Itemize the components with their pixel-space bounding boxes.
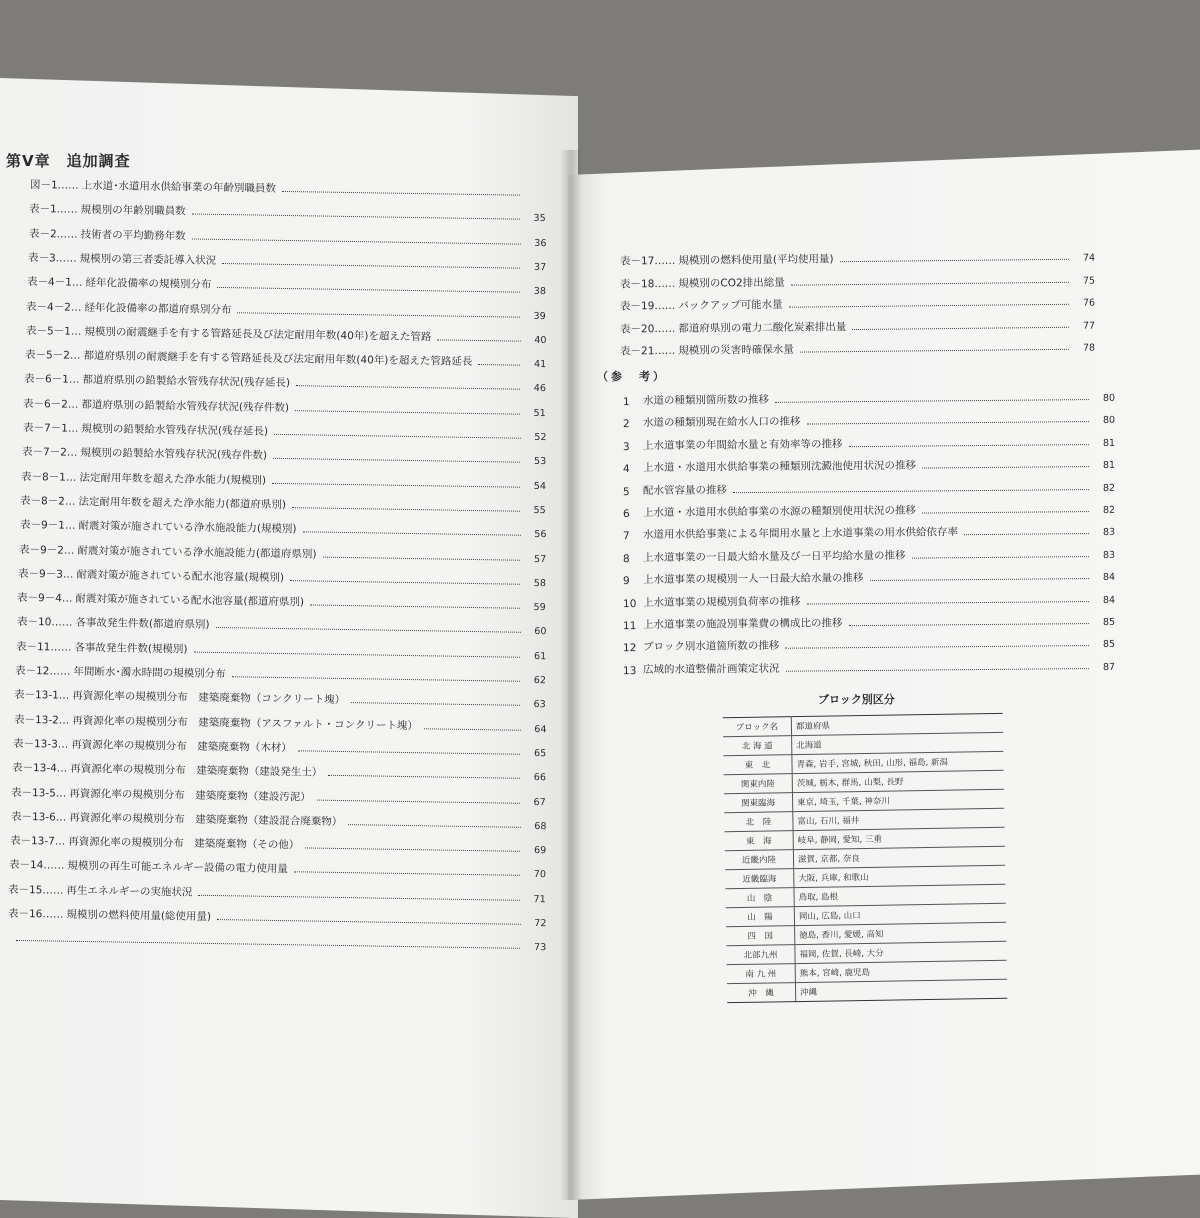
entry-title: 法定耐用年数を超えた浄水能力(規模別)	[76, 469, 266, 487]
entry-title: 規模別の再生可能エネルギー設備の電力使用量	[64, 858, 288, 877]
entry-title: 耐震対策が施されている浄水施設能力(規模別)	[75, 518, 296, 536]
entry-code: 6	[623, 508, 643, 520]
block-name: 関東内陸	[724, 774, 793, 794]
entry-title: 再資源化率の規模別分布 建築廃棄物（木材）	[68, 737, 292, 756]
block-prefectures: 岡山, 広島, 山口	[794, 903, 1006, 925]
entry-page-number: 73	[524, 942, 546, 953]
entry-title: 規模別の第三者委託導入状況	[76, 251, 216, 268]
entry-code: 5	[623, 486, 643, 498]
entry-title: 上水道事業の一日最大給水量及び一日平均給水量の推移	[643, 547, 906, 564]
entry-code: 表－4－2…	[26, 298, 82, 314]
block-name: 東 北	[723, 755, 792, 775]
entry-title: 再生エネルギーの実施状況	[64, 882, 193, 899]
chapter-title: 第V章 追加調査	[6, 150, 131, 171]
entry-page-number: 81	[1093, 438, 1115, 449]
block-prefectures: 滋賀, 京都, 奈良	[793, 846, 1005, 868]
leader-dots	[351, 702, 520, 706]
entry-page-number: 54	[524, 480, 546, 491]
entry-code: 表－13-7…	[10, 833, 66, 849]
entry-page-number: 69	[524, 845, 546, 856]
entry-code: 表－9－1…	[19, 517, 75, 533]
entry-code: 表－13-6…	[10, 809, 66, 825]
entry-title: 水道用水供給事業による年間用水量と上水道事業の用水供給依存率	[643, 525, 958, 543]
leader-dots	[849, 444, 1089, 447]
entry-code: 表－16……	[7, 906, 63, 922]
entry-code: 3	[623, 441, 643, 453]
entry-code: 表－14……	[9, 857, 65, 873]
entry-code: 表－10……	[16, 614, 72, 630]
leader-dots	[800, 349, 1069, 353]
leader-dots	[193, 651, 520, 657]
entry-title: 都道府県別の鉛製給水管残存状況(残存延長)	[79, 372, 290, 390]
entry-page-number: 39	[524, 310, 546, 321]
leader-dots	[423, 728, 519, 731]
entry-title: 耐震対策が施されている浄水施設能力(都道府県別)	[74, 542, 316, 561]
leader-dots	[232, 676, 520, 682]
leader-dots	[733, 489, 1089, 493]
block-prefectures: 沖縄	[795, 979, 1007, 1001]
block-prefectures: 岐阜, 静岡, 愛知, 三重	[793, 827, 1005, 849]
leader-dots	[292, 507, 520, 512]
entry-page-number: 46	[524, 383, 546, 394]
entry-title: ブロック別水道箇所数の推移	[643, 638, 779, 654]
leader-dots	[305, 848, 520, 852]
entry-title: 再資源化率の規模別分布 建築廃棄物（その他）	[65, 834, 299, 853]
entry-page-number: 66	[524, 772, 546, 783]
leader-dots	[789, 304, 1069, 308]
entry-page-number: 78	[1073, 343, 1095, 354]
entry-title: 水道の種類別現在給水人口の推移	[643, 414, 801, 430]
entry-page-number: 82	[1093, 505, 1115, 516]
entry-page-number: 75	[1073, 275, 1095, 286]
entry-page-number: 82	[1093, 482, 1115, 493]
entry-page-number: 70	[524, 869, 546, 880]
block-name: 近畿臨海	[725, 869, 794, 889]
entry-code: 表－6－2…	[23, 396, 79, 412]
entry-title: 水道の種類別箇所数の推移	[643, 392, 769, 408]
entry-page-number: 59	[524, 602, 546, 613]
entry-page-number: 40	[524, 335, 546, 346]
entry-title: 技術者の平均勤務年数	[77, 226, 185, 243]
entry-page-number: 81	[1093, 460, 1115, 471]
leader-dots	[215, 627, 520, 633]
entry-title: 規模別の燃料使用量(総使用量)	[63, 907, 211, 924]
block-table-title: ブロック別区分	[818, 691, 895, 707]
entry-page-number: 67	[524, 796, 546, 807]
entry-page-number: 87	[1093, 662, 1115, 673]
entry-title: 上水道･水道用水供給事業の年齢別職員数	[79, 178, 276, 196]
entry-page-number: 63	[524, 699, 546, 710]
entry-page-number: 84	[1093, 572, 1115, 583]
block-prefectures: 富山, 石川, 福井	[793, 808, 1005, 830]
entry-title: 経年化設備率の規模別分布	[82, 275, 211, 292]
leader-dots	[199, 894, 520, 900]
entry-page-number: 37	[524, 262, 546, 273]
leader-dots	[317, 799, 520, 803]
entry-title: 規模別の災害時確保水量	[675, 342, 794, 358]
entry-code: 12	[623, 642, 643, 654]
leader-dots	[238, 312, 520, 317]
entry-page-number: 62	[524, 675, 546, 686]
block-name: 沖 縄	[727, 983, 796, 1003]
entry-title: 再資源化率の規模別分布 建築廃棄物（建設汚泥）	[66, 785, 311, 804]
leader-dots	[298, 750, 520, 754]
block-name: 南 九 州	[727, 964, 796, 984]
leader-dots	[191, 238, 520, 244]
leader-dots	[302, 531, 520, 535]
book-spine	[560, 150, 582, 1200]
leader-dots	[290, 580, 520, 585]
entry-page-number: 52	[524, 432, 546, 443]
entry-page-number: 85	[1093, 617, 1115, 628]
leader-dots	[478, 364, 520, 366]
leader-dots	[852, 326, 1069, 329]
block-prefectures: 北海道	[792, 732, 1004, 754]
leader-dots	[274, 434, 520, 439]
leader-dots	[192, 214, 520, 220]
entry-title: 規模別の耐震継手を有する管路延長及び法定耐用年数(40年)を超えた管路	[81, 324, 431, 344]
entry-code: 2	[623, 418, 643, 430]
entry-title: バックアップ可能水量	[675, 297, 782, 313]
leader-dots	[786, 668, 1089, 672]
leader-dots	[328, 775, 520, 779]
leader-dots	[310, 605, 520, 609]
entry-code: 表－12……	[15, 663, 71, 679]
block-prefectures: 熊本, 宮崎, 鹿児島	[795, 960, 1007, 982]
entry-title: 法定耐用年数を超えた浄水能力(都道府県別)	[76, 494, 287, 512]
block-prefectures: 大阪, 兵庫, 和歌山	[794, 865, 1006, 887]
entry-title: 上水道事業の規模別一人一日最大給水量の推移	[643, 570, 864, 587]
entry-title: 都道府県別の鉛製給水管残存状況(残存件数)	[79, 396, 290, 414]
entry-title: 規模別の燃料使用量(平均使用量)	[675, 251, 833, 268]
entry-code: 表－1……	[29, 201, 78, 217]
entry-code: 表－21……	[620, 343, 676, 359]
entry-title: 再資源化率の規模別分布 建築廃棄物（建設発生土）	[67, 761, 322, 780]
leader-dots	[217, 919, 520, 925]
entry-page-number: 80	[1093, 415, 1115, 426]
entry-page-number: 77	[1073, 320, 1095, 331]
block-name: 山 陰	[725, 888, 794, 908]
entry-title: 経年化設備率の都道府県別分布	[82, 299, 232, 316]
entry-page-number: 51	[524, 407, 546, 418]
entry-page-number: 72	[524, 918, 546, 929]
entry-title: 上水道・水道用水供給事業の水源の種類別使用状況の推移	[643, 503, 916, 520]
entry-title: 上水道事業の施設別事業費の構成比の推移	[643, 615, 843, 632]
entry-page-number: 36	[524, 237, 546, 248]
leader-dots	[912, 556, 1090, 559]
entry-code: 11	[623, 620, 643, 632]
leader-dots	[922, 511, 1089, 513]
block-name: 山 陽	[726, 907, 795, 927]
entry-code: 表－9－4…	[17, 590, 73, 606]
entry-code: 表－7－1…	[22, 420, 78, 436]
entry-code: 表－3……	[28, 250, 77, 266]
leader-dots	[322, 556, 520, 560]
entry-page-number: 56	[524, 529, 546, 540]
leader-dots	[840, 259, 1069, 262]
block-name: 東 海	[725, 831, 794, 851]
block-name: 四 国	[726, 926, 795, 946]
entry-code: 表－17……	[620, 253, 676, 269]
entry-page-number: 85	[1093, 639, 1115, 650]
entry-page-number: 76	[1073, 298, 1095, 309]
entry-title: 都道府県別の耐震継手を有する管路延長及び法定耐用年数(40年)を超えた管路延長	[80, 348, 472, 369]
leader-dots	[437, 339, 520, 341]
block-name: 北 海 道	[723, 736, 792, 756]
entry-code: 図－1……	[30, 177, 79, 193]
entry-code: 表－13-2…	[13, 711, 69, 727]
leader-dots	[282, 191, 520, 196]
leader-dots	[785, 645, 1089, 649]
entry-code: 表－4－1…	[27, 274, 83, 290]
block-name: 近畿内陸	[725, 850, 794, 870]
entry-code: 表－18……	[620, 275, 676, 291]
entry-code: 表－7－2…	[22, 444, 78, 460]
entry-title: 都道府県別の電力二酸化炭素排出量	[675, 319, 846, 336]
entry-page-number: 61	[524, 651, 546, 662]
entry-title: 規模別のCO2排出総量	[675, 274, 784, 290]
entry-code: 10	[623, 598, 643, 610]
entry-page-number: 84	[1093, 594, 1115, 605]
block-name: 北 陸	[724, 812, 793, 832]
entry-code: 9	[623, 575, 643, 587]
leader-dots	[222, 263, 520, 269]
entry-code: 4	[623, 463, 643, 475]
block-prefectures: 茨城, 栃木, 群馬, 山梨, 長野	[792, 770, 1004, 792]
block-division-table	[723, 713, 1007, 1003]
leader-dots	[964, 533, 1089, 535]
entry-page-number: 38	[524, 286, 546, 297]
block-name: 北部九州	[726, 945, 795, 965]
entry-code: 表－13-3…	[13, 736, 69, 752]
entry-code: 表－2……	[28, 226, 77, 242]
entry-code: 表－9－3…	[18, 566, 74, 582]
entry-page-number: 41	[524, 359, 546, 370]
entry-page-number: 58	[524, 578, 546, 589]
entry-page-number: 68	[524, 821, 546, 832]
entry-code: 表－6－1…	[24, 371, 80, 387]
entry-code: 表－8－1…	[21, 468, 77, 484]
entry-title: 年間断水･濁水時間の規模別分布	[70, 664, 225, 681]
entry-code: 表－13-5…	[11, 784, 67, 800]
entry-code: 表－5－1…	[25, 323, 81, 339]
block-table-row	[727, 979, 1007, 1002]
leader-dots	[775, 399, 1089, 403]
entry-title: 規模別の鉛製給水管残存状況(残存件数)	[77, 445, 267, 463]
block-prefectures: 青森, 岩手, 宮城, 秋田, 山形, 福島, 新潟	[792, 751, 1004, 773]
entry-title: 規模別の鉛製給水管残存状況(残存延長)	[78, 421, 268, 439]
entry-title: 耐震対策が施されている配水池容量(規模別)	[73, 567, 284, 585]
entry-title: 配水管容量の推移	[643, 482, 727, 498]
header-block-name: ブロック名	[723, 717, 792, 737]
entry-page-number: 80	[1093, 393, 1115, 404]
entry-page-number: 55	[524, 505, 546, 516]
entry-page-number: 83	[1093, 550, 1115, 561]
leader-dots	[348, 824, 520, 828]
leader-dots	[870, 578, 1090, 581]
entry-page-number: 57	[524, 553, 546, 564]
entry-code: 表－13-4…	[12, 760, 68, 776]
reference-header: （参 考）	[597, 368, 667, 384]
leader-dots	[807, 601, 1089, 604]
entry-title: 上水道・水道用水供給事業の種類別沈澱池使用状況の推移	[643, 458, 916, 475]
block-prefectures: 徳島, 香川, 愛媛, 高知	[795, 922, 1007, 944]
block-prefectures: 東京, 埼玉, 千葉, 神奈川	[792, 789, 1004, 811]
entry-code: 7	[623, 530, 643, 542]
entry-code: 1	[623, 396, 643, 408]
entry-title: 再資源化率の規模別分布 建築廃棄物（アスファルト・コンクリート塊）	[69, 712, 418, 732]
entry-code: 表－15……	[8, 881, 64, 897]
entry-code: 表－19……	[620, 298, 676, 314]
entry-title: 各事故発生件数(都道府県別)	[72, 615, 209, 632]
entry-code: 表－9－2…	[19, 541, 75, 557]
entry-page-number: 71	[524, 894, 546, 905]
entry-code: 表－20……	[620, 320, 676, 336]
entry-title: 上水道事業の年間給水量と有効率等の推移	[643, 436, 843, 453]
entry-code: 表－5－2…	[25, 347, 81, 363]
entry-title: 再資源化率の規模別分布 建築廃棄物（コンクリート塊）	[69, 688, 345, 707]
entry-title: 耐震対策が施されている配水池容量(都道府県別)	[73, 591, 305, 610]
entry-page-number: 64	[524, 723, 546, 734]
entry-code: 表－11……	[16, 639, 72, 655]
entry-page-number: 35	[524, 213, 546, 224]
entry-code: 8	[623, 553, 643, 565]
entry-title: 規模別の年齢別職員数	[78, 202, 186, 219]
entry-title: 各事故発生件数(規模別)	[71, 639, 187, 656]
entry-title: 再資源化率の規模別分布 建築廃棄物（建設混合廃棄物）	[66, 809, 342, 828]
entry-page-number: 83	[1093, 527, 1115, 538]
header-prefectures: 都道府県	[791, 713, 1003, 735]
leader-dots	[294, 872, 520, 877]
leader-dots	[922, 466, 1089, 468]
leader-dots	[849, 623, 1089, 626]
entry-page-number: 65	[524, 748, 546, 759]
leader-dots	[295, 410, 520, 415]
leader-dots	[217, 287, 520, 293]
entry-code: 13	[623, 665, 643, 677]
entry-title: 広域的水道整備計画策定状況	[643, 661, 780, 677]
entry-page-number: 60	[524, 626, 546, 637]
entry-code: 表－13-1…	[14, 687, 70, 703]
block-prefectures: 鳥取, 島根	[794, 884, 1006, 906]
block-prefectures: 福岡, 佐賀, 長崎, 大分	[795, 941, 1007, 963]
leader-dots	[791, 281, 1069, 285]
entry-code: 表－8－2…	[20, 493, 76, 509]
entry-page-number: 53	[524, 456, 546, 467]
entry-page-number: 74	[1073, 253, 1095, 264]
leader-dots	[273, 458, 520, 463]
leader-dots	[296, 386, 520, 391]
block-name: 関東臨海	[724, 793, 793, 813]
leader-dots	[807, 421, 1089, 424]
entry-title: 上水道事業の規模別負荷率の推移	[643, 593, 801, 609]
leader-dots	[272, 482, 520, 487]
